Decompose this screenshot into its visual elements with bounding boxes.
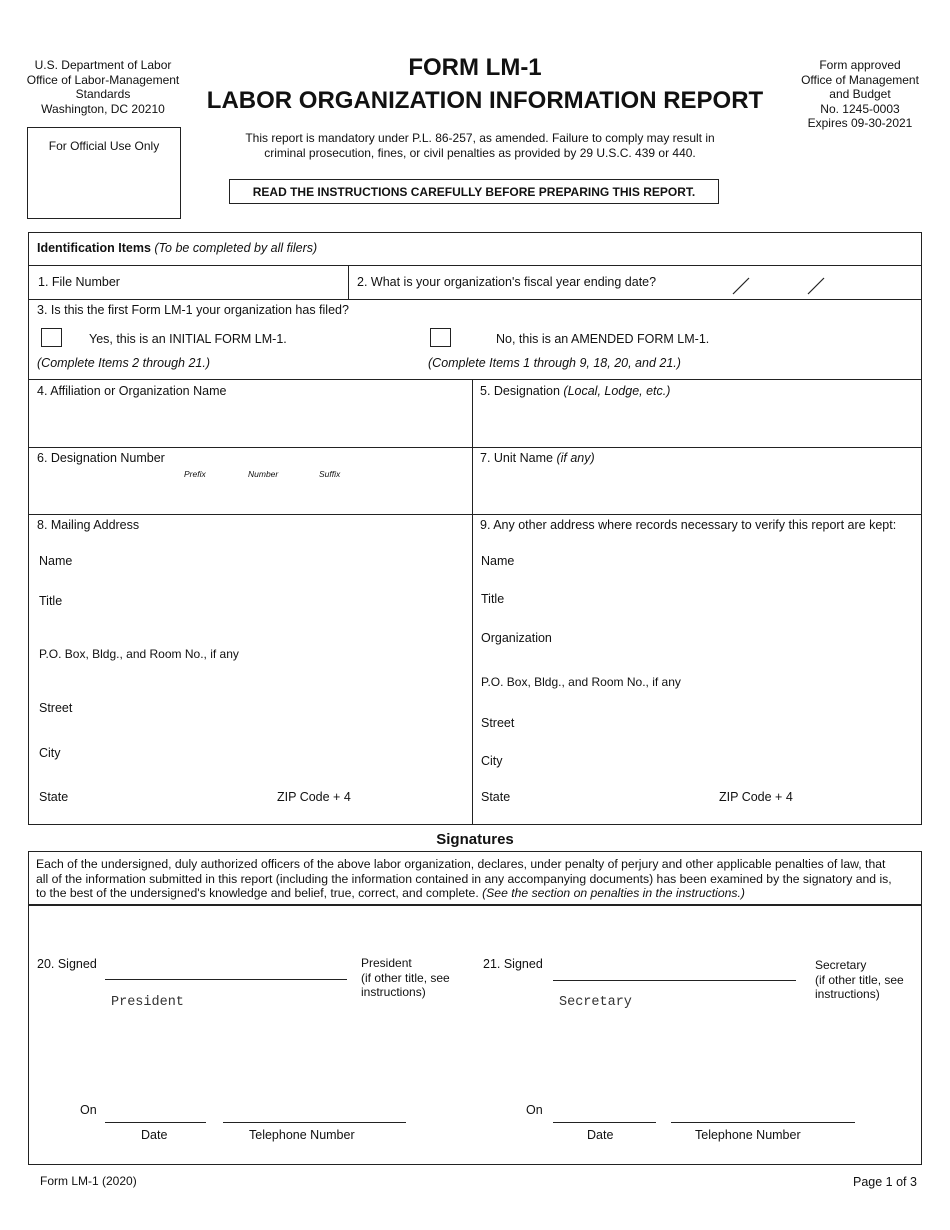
declaration-line: all of the information submitted in this report (including the information contained in any accompanying documents) has been examined by the signatory and is, [36,871,892,886]
divider [28,904,922,906]
divider [28,299,922,300]
divider [28,514,922,515]
agency-line: U.S. Department of Labor [34,58,172,72]
mailing-state-label: State [39,790,69,804]
amended-form-checkbox[interactable] [430,328,451,347]
date-slash-1 [730,276,752,296]
initial-form-note: (Complete Items 2 through 21.) [37,356,210,370]
divider [348,265,349,299]
president-title-line: President [361,956,412,970]
initial-form-label: Yes, this is an INITIAL FORM LM-1. [89,332,287,346]
agency-line: Office of Labor-Management [26,72,180,87]
date-slash-2 [805,276,827,296]
item-4-label: 4. Affiliation or Organization Name [37,384,227,398]
secretary-title-block [815,958,904,1002]
on-label-21: On [526,1103,543,1117]
omb-block [785,58,935,131]
declaration-line-3 [36,886,916,901]
declaration-text: to the best of the undersigned's knowledge and belief, true, correct, and complete. [36,886,479,900]
initial-form-checkbox[interactable] [41,328,62,347]
prefix-label: Prefix [184,469,206,479]
omb-line: No. 1245-0003 [820,101,900,116]
item-3-label: 3. Is this the first Form LM-1 your organization has filed? [37,303,349,317]
telephone-label-21: Telephone Number [695,1128,801,1142]
telephone-label-20: Telephone Number [249,1128,355,1142]
secretary-title-line: Secretary [815,958,867,972]
president-title-line: (if other title, see [361,970,450,985]
divider [28,379,922,380]
amended-form-note: (Complete Items 1 through 9, 18, 20, and 21.) [428,356,681,370]
other-street-label: Street [481,716,515,730]
telephone-line-20[interactable] [223,1122,406,1123]
mailing-zip-label: ZIP Code + 4 [277,790,351,804]
form-title: FORM LM-1 [408,54,542,81]
mailing-pobox-label: P.O. Box, Bldg., and Room No., if any [39,647,239,661]
signed-21-label: 21. Signed [483,957,543,971]
date-line-21[interactable] [553,1122,656,1123]
other-state-label: State [481,790,511,804]
secretary-signature-field[interactable]: Secretary [559,995,632,1010]
omb-line: Office of Management [801,72,919,87]
other-zip-label: ZIP Code + 4 [719,790,793,804]
mailing-street-label: Street [39,701,73,715]
other-organization-label: Organization [481,631,552,645]
mailing-address-heading: 8. Mailing Address [37,518,140,532]
telephone-line-21[interactable] [671,1122,855,1123]
president-signature-line [105,979,347,980]
number-label: Number [248,469,279,479]
footer-form-id: Form LM-1 (2020) [40,1174,137,1188]
divider [28,447,922,448]
declaration [36,857,916,901]
official-use-label: For Official Use Only [48,139,160,153]
president-signature-field[interactable]: President [111,995,184,1010]
item-7-note: (if any) [556,451,595,465]
other-name-label: Name [481,554,515,568]
official-use-box [27,127,181,219]
mailing-title-label: Title [39,594,63,608]
item-7-label [480,451,595,465]
item-2-label: 2. What is your organization's fiscal year ending date? [357,275,657,289]
president-title-block [361,956,450,1000]
date-line-20[interactable] [105,1122,206,1123]
mandatory-notice [195,131,765,160]
item-5-label [480,384,670,398]
mailing-city-label: City [39,746,61,760]
president-title-line: instructions) [361,985,426,999]
mandatory-line: This report is mandatory under P.L. 86-257, as amended. Failure to comply may result in [245,131,715,145]
other-title-label: Title [481,592,505,606]
report-title: LABOR ORGANIZATION INFORMATION REPORT [206,87,764,114]
divider [28,265,922,266]
secretary-title-line: instructions) [815,987,880,1001]
secretary-signature-line [553,980,796,981]
declaration-note: (See the section on penalties in the instructions.) [482,886,745,900]
other-pobox-label: P.O. Box, Bldg., and Room No., if any [481,675,681,689]
on-label-20: On [80,1103,97,1117]
other-city-label: City [481,754,503,768]
identification-heading-note: (To be completed by all filers) [154,241,318,255]
item-5-note: (Local, Lodge, etc.) [563,384,671,398]
omb-line: Form approved [819,58,901,72]
agency-line: Standards [75,87,131,101]
omb-line: Expires 09-30-2021 [807,116,913,130]
identification-heading [37,241,317,255]
mandatory-line: criminal prosecution, fines, or civil penalties as provided by 29 U.S.C. 439 or 440. [264,145,696,160]
date-label-21: Date [587,1128,614,1142]
item-7-title: 7. Unit Name [480,451,553,465]
item-5-title: 5. Designation [480,384,560,398]
signed-20-label: 20. Signed [37,957,97,971]
agency-line: Washington, DC 20210 [41,101,165,116]
mailing-name-label: Name [39,554,73,568]
footer-page-number: Page 1 of 3 [853,1175,917,1189]
amended-form-label: No, this is an AMENDED FORM LM-1. [496,332,710,346]
divider [472,379,473,825]
agency-block [18,58,188,116]
instructions-notice-box [229,179,719,204]
item-6-label: 6. Designation Number [37,451,165,465]
signatures-heading: Signatures [436,831,514,848]
identification-heading-title: Identification Items [37,241,151,255]
other-address-heading: 9. Any other address where records necessary to verify this report are kept: [480,518,897,532]
date-label-20: Date [141,1128,168,1142]
instructions-notice: READ THE INSTRUCTIONS CAREFULLY BEFORE PREPARING THIS REPORT. [252,185,696,199]
suffix-label: Suffix [319,469,341,479]
omb-line: and Budget [829,87,891,101]
item-1-label: 1. File Number [38,275,120,289]
declaration-line: Each of the undersigned, duly authorized officers of the above labor organization, declares, under penalty of perjury and other applicable penalties of law, that [36,857,886,871]
secretary-title-line: (if other title, see [815,972,904,987]
